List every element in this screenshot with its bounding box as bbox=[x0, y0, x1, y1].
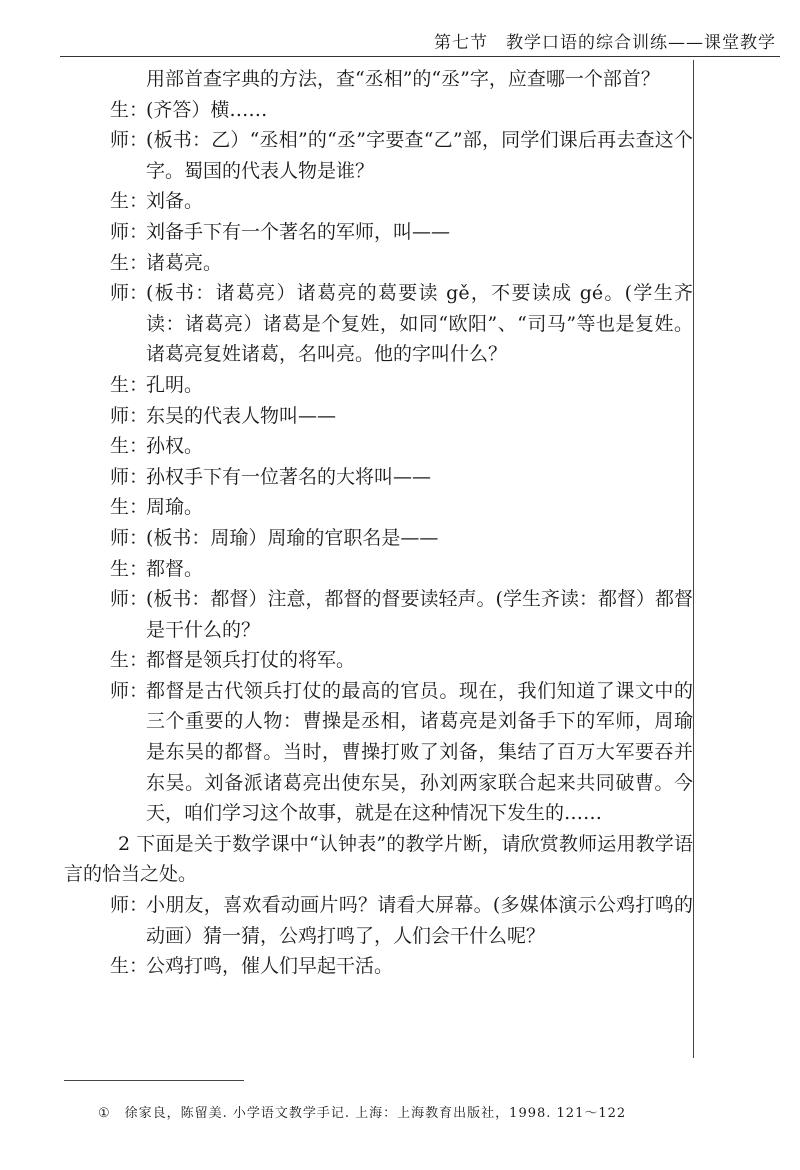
dialogue-text: (齐答）横…… bbox=[146, 98, 268, 121]
dialogue-line bbox=[110, 523, 693, 554]
dialogue-text: 都督是领兵打仗的将军。 bbox=[146, 649, 356, 672]
dialogue-line bbox=[110, 401, 693, 432]
dialogue-line bbox=[110, 370, 693, 401]
dialogue-text: 刘备手下有一个著名的军师，叫—— bbox=[146, 220, 451, 243]
dialogue-text: (板书：乙）“丞相”的“丞”字要查“乙”部，同学们课后再去查这个字。蜀国的代表人物是谁？ bbox=[146, 129, 693, 182]
dialogue-line bbox=[110, 248, 693, 279]
dialogue-line bbox=[110, 890, 693, 951]
speaker-label: 生： bbox=[110, 190, 149, 213]
speaker-label: 生： bbox=[110, 373, 149, 396]
dialogue-text: 小朋友，喜欢看动画片吗？请看大屏幕。(多媒体演示公鸡打鸣的动画）猜一猜，公鸡打鸣了，人们会干什么呢？ bbox=[146, 894, 693, 947]
dialogue-line bbox=[110, 951, 693, 982]
speaker-label: 生： bbox=[110, 98, 149, 121]
dialogue-text: 公鸡打鸣，催人们早起干活。 bbox=[146, 955, 394, 978]
dialogue-line bbox=[110, 584, 693, 645]
dialogue-text: 孙权手下有一位著名的大将叫—— bbox=[146, 465, 432, 488]
speaker-label: 生： bbox=[110, 496, 149, 519]
dialogue-text: (板书：诸葛亮）诸葛亮的葛要读 gě，不要读成 gé。(学生齐读：诸葛亮）诸葛是个复姓，如同“欧阳”、“司马”等也是复姓。诸葛亮复姓诸葛，名叫亮。他的字叫什么？ bbox=[146, 282, 693, 366]
dialogue-line bbox=[110, 492, 693, 523]
dialogue-line bbox=[110, 462, 693, 493]
dialogue-text: 孔明。 bbox=[146, 373, 204, 396]
speaker-label: 师： bbox=[110, 526, 149, 549]
speaker-label: 师： bbox=[110, 465, 149, 488]
dialogue-text: 诸葛亮。 bbox=[146, 251, 223, 274]
dialogue-text: (板书：都督）注意，都督的督要读轻声。(学生齐读：都督）都督是干什么的？ bbox=[146, 588, 693, 641]
speaker-label: 生： bbox=[110, 955, 149, 978]
dialogue-line bbox=[110, 125, 693, 186]
speaker-label: 师： bbox=[110, 220, 149, 243]
dialogue-line bbox=[110, 186, 693, 217]
speaker-label: 师： bbox=[110, 588, 149, 611]
speaker-label: 师： bbox=[110, 129, 149, 152]
speaker-label: 师： bbox=[110, 679, 149, 702]
speaker-label: 生： bbox=[110, 649, 149, 672]
dialogue-line bbox=[110, 431, 693, 462]
dialogue-text: 周瑜。 bbox=[146, 496, 204, 519]
main-text bbox=[64, 64, 693, 982]
dialogue-text: 都督是古代领兵打仗的最高的官员。现在，我们知道了课文中的三个重要的人物：曹操是丞相，诸葛亮是刘备手下的军师，周瑜是东吴的都督。当时，曹操打败了刘备，集结了百万大军要吞并东吴。刘备派诸葛亮出使东吴，孙刘两家联合起来共同破曹。今天，咱们学习这个故事，就是在这种情况下发生的…… bbox=[146, 679, 693, 825]
exercise-paragraph: 2 下面是关于数学课中“认钟表”的教学片断，请欣赏教师运用教学语言的恰当之处。 bbox=[64, 832, 693, 886]
dialogue-line bbox=[110, 217, 693, 248]
speaker-label: 师： bbox=[110, 894, 149, 917]
footnote-text: 徐家良，陈留美. 小学语文教学手记. 上海：上海教育出版社，1998. 121～122 bbox=[124, 1106, 627, 1121]
dialogue-text: (板书：周瑜）周瑜的官职名是—— bbox=[146, 526, 439, 549]
dialogue-text: 都督。 bbox=[146, 557, 204, 580]
dialogue-text: 东吴的代表人物叫—— bbox=[146, 404, 337, 427]
speaker-label: 生： bbox=[110, 435, 149, 458]
dialogue-line bbox=[110, 676, 693, 829]
side-rule bbox=[693, 60, 694, 1058]
running-head: 第七节 教学口语的综合训练——课堂教学 bbox=[434, 33, 776, 53]
dialogue-text: 刘备。 bbox=[146, 190, 204, 213]
dialogue-line bbox=[110, 95, 693, 126]
speaker-label: 师： bbox=[110, 282, 149, 305]
footnote-rule bbox=[64, 1080, 244, 1081]
dialogue-line bbox=[110, 645, 693, 676]
dialogue-line bbox=[110, 554, 693, 585]
continuation-line: 用部首查字典的方法，查“丞相”的“丞”字，应查哪一个部首？ bbox=[146, 68, 660, 90]
speaker-label: 生： bbox=[110, 251, 149, 274]
footnote-mark: ① bbox=[98, 1106, 111, 1121]
header-rule bbox=[60, 56, 780, 57]
dialogue-text: 孙权。 bbox=[146, 435, 204, 458]
dialogue-line bbox=[110, 278, 693, 370]
speaker-label: 师： bbox=[110, 404, 149, 427]
speaker-label: 生： bbox=[110, 557, 149, 580]
footnote bbox=[98, 1102, 626, 1121]
